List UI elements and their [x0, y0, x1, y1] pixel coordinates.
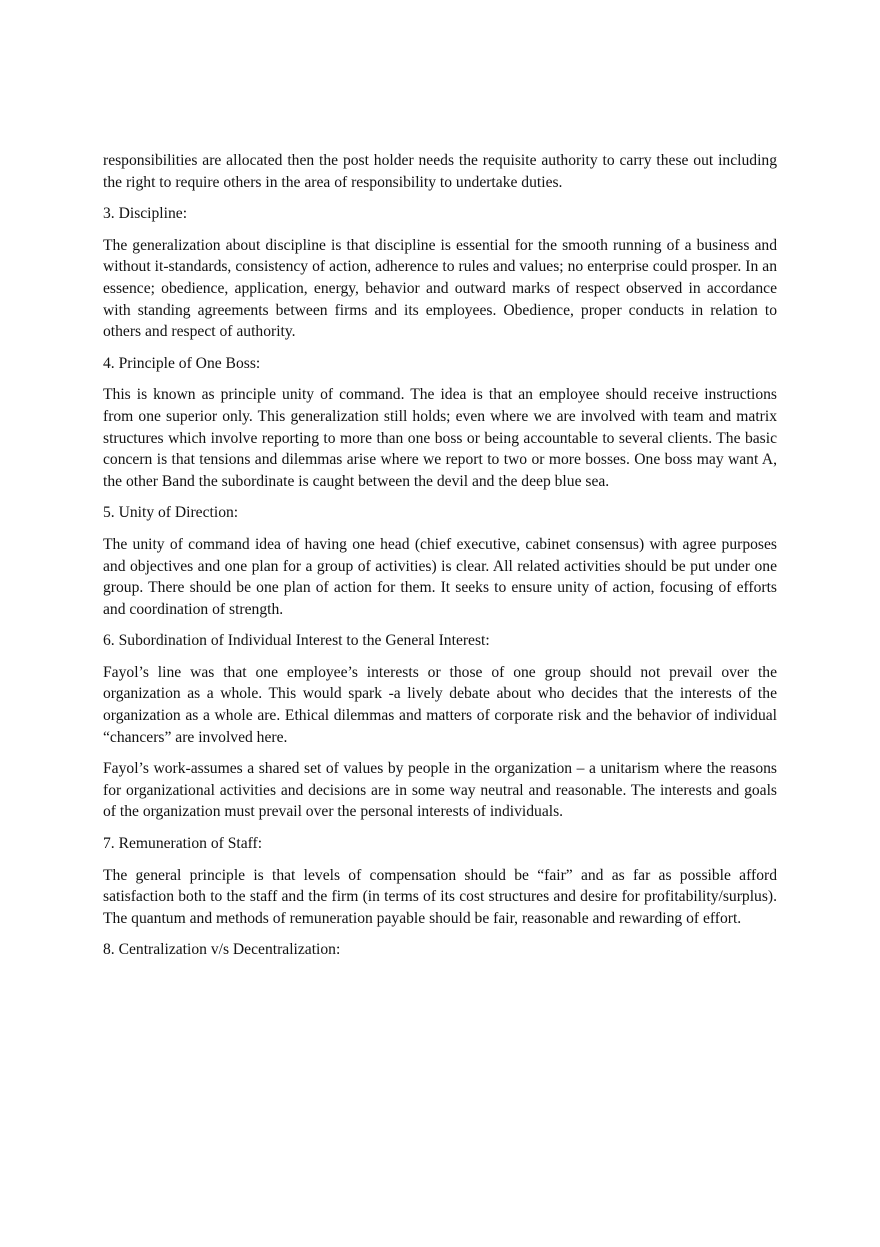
heading-centralization: 8. Centralization v/s Decentralization:: [103, 941, 341, 959]
document-page: [103, 150, 777, 971]
heading-discipline: 3. Discipline:: [103, 205, 188, 223]
heading-remuneration: 7. Remuneration of Staff:: [103, 835, 263, 853]
paragraph-subordination-1: Fayol’s line was that one employee’s interests or those of one group should not prevail over the organization as a whole. This would spark -a lively debate about who decides that the interests of the organization as a whole are. Ethical dilemmas and matters of corporate risk and the behavior of individual “chancers” are involved here.: [103, 663, 777, 746]
paragraph-discipline: The generalization about discipline is that discipline is essential for the smooth running of a business and without it-standards, consistency of action, adherence to rules and values; no enterprise could prosper. In an essence; obedience, application, energy, behavior and outward marks of respect observed in accordance with standing agreements between firms and its employees. Obedience, proper conducts in relation to others and respect of authority.: [103, 236, 777, 341]
heading-unity-of-direction: 5. Unity of Direction:: [103, 504, 239, 522]
paragraph-remuneration: The general principle is that levels of compensation should be “fair” and as far as possible afford satisfaction both to the staff and the firm (in terms of its cost structures and desire for profitability/surplus). The quantum and methods of remuneration payable should be fair, reasonable and rewarding of effort.: [103, 866, 777, 927]
paragraph-authority-continuation: responsibilities are allocated then the post holder needs the requisite authority to carry these out including the right to require others in the area of responsibility to undertake duties.: [103, 152, 777, 191]
heading-one-boss: 4. Principle of One Boss:: [103, 354, 261, 372]
paragraph-subordination-2: Fayol’s work-assumes a shared set of values by people in the organization – a unitarism where the reasons for organizational activities and decisions are in some way neutral and reasonable. The interests and goals of the organization must prevail over the personal interests of individuals.: [103, 760, 777, 821]
heading-subordination: 6. Subordination of Individual Interest to the General Interest:: [103, 632, 490, 650]
paragraph-one-boss: This is known as principle unity of command. The idea is that an employee should receive instructions from one superior only. This generalization still holds; even where we are involved with team and matrix structures which involve reporting to more than one boss or being accountable to several clients. The basic concern is that tensions and dilemmas arise where we report to two or more bosses. One boss may want A, the other Band the subordinate is caught between the devil and the deep blue sea.: [103, 386, 777, 490]
paragraph-unity-of-direction: The unity of command idea of having one head (chief executive, cabinet consensus) with agree purposes and objectives and one plan for a group of activities) is clear. All related activities should be put under one group. There should be one plan of action for them. It seeks to ensure unity of action, focusing of efforts and coordination of strength.: [103, 535, 777, 618]
